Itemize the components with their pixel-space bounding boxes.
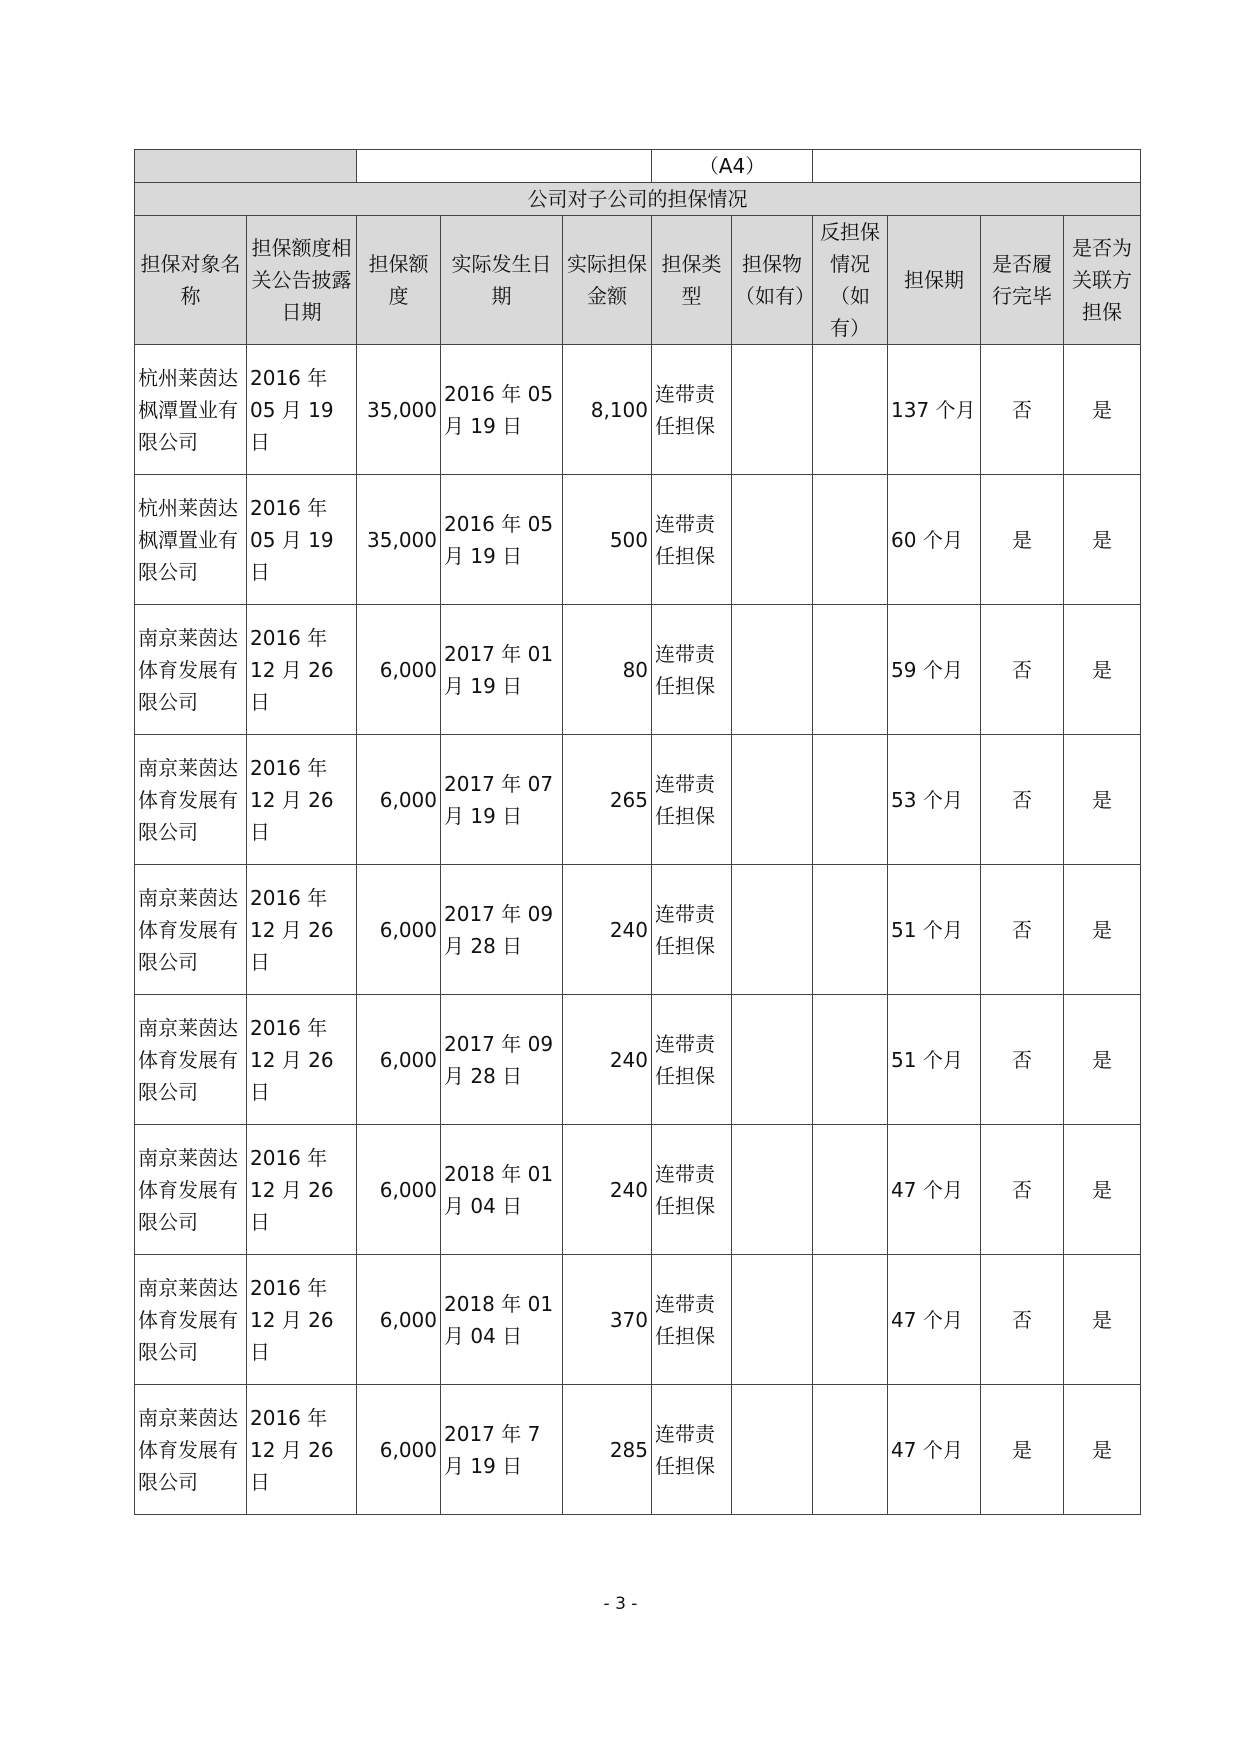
- row-period: 47 个月: [888, 1255, 981, 1385]
- row-type: 连带责任担保: [652, 995, 732, 1125]
- row-type: 连带责任担保: [652, 345, 732, 475]
- row-period: 53 个月: [888, 735, 981, 865]
- row-name: 南京莱茵达体育发展有限公司: [135, 1125, 247, 1255]
- row-quota: 35,000: [357, 475, 441, 605]
- row-amount: 370: [563, 1255, 652, 1385]
- table-row: [135, 1385, 1141, 1515]
- row-completed: 否: [981, 605, 1064, 735]
- table-row: [135, 995, 1141, 1125]
- row-counter-guarantee: [813, 345, 888, 475]
- header-completed: 是否履行完毕: [981, 216, 1064, 345]
- row-counter-guarantee: [813, 475, 888, 605]
- row-disclosure-date: 2016 年 12 月 26 日: [247, 735, 357, 865]
- row-type: 连带责任担保: [652, 1125, 732, 1255]
- row-counter-guarantee: [813, 1385, 888, 1515]
- row-name: 南京莱茵达体育发展有限公司: [135, 735, 247, 865]
- row-type: 连带责任担保: [652, 1255, 732, 1385]
- row-completed: 否: [981, 1255, 1064, 1385]
- row-actual-date: 2018 年 01 月 04 日: [441, 1125, 563, 1255]
- header-type: 担保类型: [652, 216, 732, 345]
- top-band-right-cell: [813, 150, 1141, 183]
- row-type: 连带责任担保: [652, 865, 732, 995]
- row-quota: 6,000: [357, 995, 441, 1125]
- row-disclosure-date: 2016 年 05 月 19 日: [247, 475, 357, 605]
- row-quota: 6,000: [357, 865, 441, 995]
- header-collateral: 担保物（如有）: [732, 216, 813, 345]
- row-collateral: [732, 1385, 813, 1515]
- row-related-party: 是: [1064, 1385, 1141, 1515]
- row-collateral: [732, 605, 813, 735]
- row-related-party: 是: [1064, 345, 1141, 475]
- row-disclosure-date: 2016 年 12 月 26 日: [247, 995, 357, 1125]
- row-disclosure-date: 2016 年 12 月 26 日: [247, 1125, 357, 1255]
- row-related-party: 是: [1064, 475, 1141, 605]
- row-collateral: [732, 1255, 813, 1385]
- row-amount: 265: [563, 735, 652, 865]
- row-type: 连带责任担保: [652, 1385, 732, 1515]
- header-related-party: 是否为关联方担保: [1064, 216, 1141, 345]
- row-period: 47 个月: [888, 1125, 981, 1255]
- row-counter-guarantee: [813, 1255, 888, 1385]
- page-number: - 3 -: [603, 1594, 638, 1614]
- row-name: 南京莱茵达体育发展有限公司: [135, 1385, 247, 1515]
- table-row: [135, 345, 1141, 475]
- row-amount: 240: [563, 995, 652, 1125]
- top-band-blank-cell: [357, 150, 652, 183]
- row-related-party: 是: [1064, 865, 1141, 995]
- row-related-party: 是: [1064, 1255, 1141, 1385]
- row-completed: 否: [981, 1125, 1064, 1255]
- row-related-party: 是: [1064, 995, 1141, 1125]
- section-title: 公司对子公司的担保情况: [135, 183, 1141, 216]
- row-amount: 8,100: [563, 345, 652, 475]
- header-quota: 担保额度: [357, 216, 441, 345]
- guarantee-table: [134, 149, 1141, 1515]
- row-period: 137 个月: [888, 345, 981, 475]
- row-amount: 500: [563, 475, 652, 605]
- row-quota: 6,000: [357, 605, 441, 735]
- row-quota: 6,000: [357, 1255, 441, 1385]
- row-amount: 285: [563, 1385, 652, 1515]
- row-name: 南京莱茵达体育发展有限公司: [135, 865, 247, 995]
- row-completed: 否: [981, 995, 1064, 1125]
- row-disclosure-date: 2016 年 05 月 19 日: [247, 345, 357, 475]
- top-band-row: [135, 150, 1141, 183]
- header-disclosure-date: 担保额度相关公告披露日期: [247, 216, 357, 345]
- row-completed: 是: [981, 475, 1064, 605]
- row-collateral: [732, 735, 813, 865]
- row-counter-guarantee: [813, 995, 888, 1125]
- header-actual-date: 实际发生日期: [441, 216, 563, 345]
- row-quota: 35,000: [357, 345, 441, 475]
- row-disclosure-date: 2016 年 12 月 26 日: [247, 1385, 357, 1515]
- table-row: [135, 1125, 1141, 1255]
- row-period: 60 个月: [888, 475, 981, 605]
- row-period: 59 个月: [888, 605, 981, 735]
- row-collateral: [732, 995, 813, 1125]
- guarantee-table-container: [134, 149, 1140, 1515]
- row-actual-date: 2017 年 7 月 19 日: [441, 1385, 563, 1515]
- header-period: 担保期: [888, 216, 981, 345]
- top-band-label: （A4）: [652, 150, 813, 183]
- table-body: [135, 345, 1141, 1515]
- row-counter-guarantee: [813, 735, 888, 865]
- row-actual-date: 2018 年 01 月 04 日: [441, 1255, 563, 1385]
- table-row: [135, 605, 1141, 735]
- header-name: 担保对象名称: [135, 216, 247, 345]
- row-disclosure-date: 2016 年 12 月 26 日: [247, 605, 357, 735]
- table-row: [135, 475, 1141, 605]
- row-period: 47 个月: [888, 1385, 981, 1515]
- row-completed: 是: [981, 1385, 1064, 1515]
- section-title-row: [135, 183, 1141, 216]
- header-amount: 实际担保金额: [563, 216, 652, 345]
- row-disclosure-date: 2016 年 12 月 26 日: [247, 1255, 357, 1385]
- row-actual-date: 2017 年 01 月 19 日: [441, 605, 563, 735]
- row-amount: 240: [563, 865, 652, 995]
- row-related-party: 是: [1064, 1125, 1141, 1255]
- table-row: [135, 735, 1141, 865]
- table-row: [135, 1255, 1141, 1385]
- header-counter-guarantee: 反担保情况（如有）: [813, 216, 888, 345]
- row-disclosure-date: 2016 年 12 月 26 日: [247, 865, 357, 995]
- row-name: 南京莱茵达体育发展有限公司: [135, 1255, 247, 1385]
- row-actual-date: 2017 年 09 月 28 日: [441, 865, 563, 995]
- row-period: 51 个月: [888, 995, 981, 1125]
- row-counter-guarantee: [813, 865, 888, 995]
- row-counter-guarantee: [813, 605, 888, 735]
- row-collateral: [732, 1125, 813, 1255]
- row-actual-date: 2016 年 05 月 19 日: [441, 475, 563, 605]
- row-type: 连带责任担保: [652, 605, 732, 735]
- row-collateral: [732, 345, 813, 475]
- row-counter-guarantee: [813, 1125, 888, 1255]
- row-completed: 否: [981, 345, 1064, 475]
- row-amount: 240: [563, 1125, 652, 1255]
- row-completed: 否: [981, 865, 1064, 995]
- row-actual-date: 2017 年 09 月 28 日: [441, 995, 563, 1125]
- row-type: 连带责任担保: [652, 735, 732, 865]
- row-quota: 6,000: [357, 735, 441, 865]
- row-amount: 80: [563, 605, 652, 735]
- row-quota: 6,000: [357, 1125, 441, 1255]
- row-actual-date: 2017 年 07 月 19 日: [441, 735, 563, 865]
- row-related-party: 是: [1064, 735, 1141, 865]
- row-period: 51 个月: [888, 865, 981, 995]
- row-name: 南京莱茵达体育发展有限公司: [135, 995, 247, 1125]
- row-related-party: 是: [1064, 605, 1141, 735]
- row-quota: 6,000: [357, 1385, 441, 1515]
- row-collateral: [732, 865, 813, 995]
- row-name: 南京莱茵达体育发展有限公司: [135, 605, 247, 735]
- row-name: 杭州莱茵达枫潭置业有限公司: [135, 345, 247, 475]
- row-collateral: [732, 475, 813, 605]
- row-type: 连带责任担保: [652, 475, 732, 605]
- row-completed: 否: [981, 735, 1064, 865]
- table-row: [135, 865, 1141, 995]
- row-name: 杭州莱茵达枫潭置业有限公司: [135, 475, 247, 605]
- row-actual-date: 2016 年 05 月 19 日: [441, 345, 563, 475]
- top-band-gray-cell: [135, 150, 357, 183]
- header-row: [135, 216, 1141, 345]
